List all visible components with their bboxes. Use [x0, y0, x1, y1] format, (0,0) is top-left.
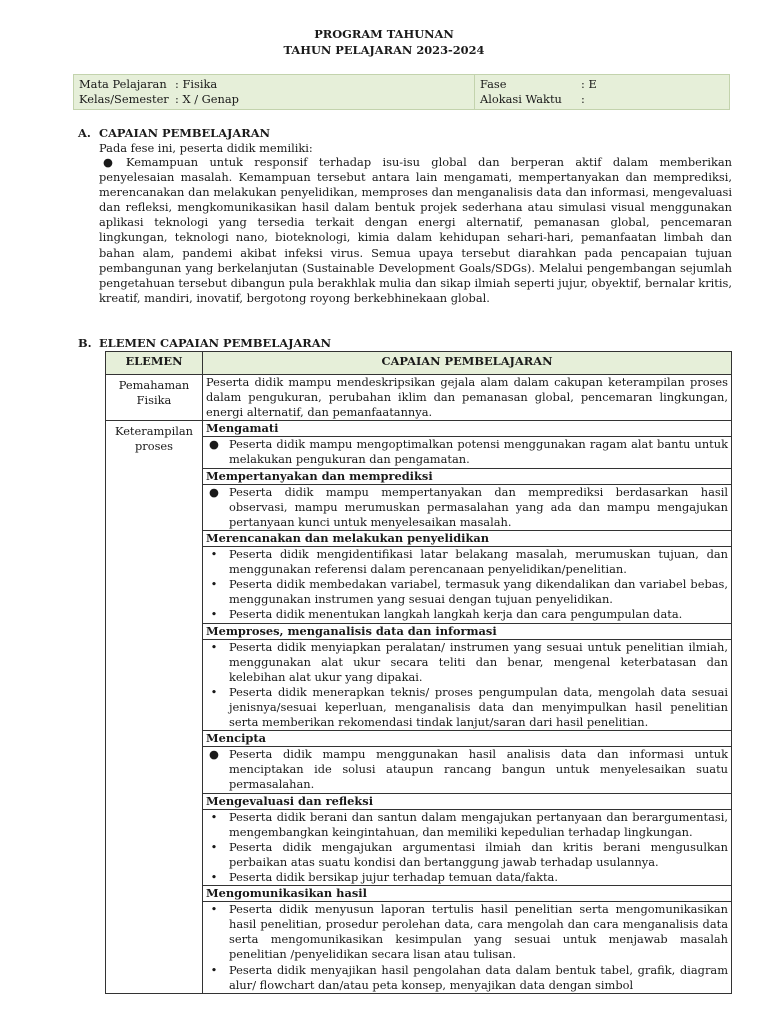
elemen-pemahaman: Pemahaman Fisika — [106, 375, 203, 421]
group-items-cell — [203, 809, 732, 885]
section-b-heading — [78, 336, 331, 351]
list-item-text: Peserta didik menyajikan hasil pengolahan data dalam bentuk tabel, grafik, diagram alur/ flowchart dan/atau peta konsep, menyajikan data dengan simbol — [229, 962, 728, 992]
list-item — [206, 607, 728, 622]
bullet-icon: • — [210, 639, 218, 654]
group-title: Mengamati — [203, 421, 732, 437]
bullet-icon: • — [210, 684, 218, 699]
list-item — [206, 485, 728, 530]
list-item — [206, 437, 728, 467]
group-title-row — [106, 421, 732, 437]
bullet-list — [206, 547, 728, 622]
group-items-cell — [203, 484, 732, 530]
bullet-icon: • — [210, 547, 218, 562]
table-row — [106, 375, 732, 421]
header-elemen: ELEMEN — [106, 352, 203, 375]
bullet-icon: • — [210, 607, 218, 622]
bullet-list — [206, 810, 728, 885]
group-title: Mengomunikasikan hasil — [203, 886, 732, 902]
bullet-icon: ● — [209, 437, 219, 452]
group-items-cell — [203, 747, 732, 793]
list-item-text: Peserta didik mengidentifikasi latar belakang masalah, merumuskan tujuan, dan menggunakan referensi dalam perencanaan penyelidikan/penelitian. — [229, 547, 728, 577]
bullet-icon: ● — [209, 747, 219, 762]
list-item-text: Peserta didik menyusun laporan tertulis hasil penelitian serta mengomunikasikan hasil penelitian, prosedur perolehan data, cara mengolah dan cara menganalisis data serta mengomunikasikan kesimpulan yang sesuai untuk menjawab masalah penelitian /penyelidikan secara lisan atau tulisan. — [229, 902, 728, 962]
list-item-text: Peserta didik bersikap jujur terhadap temuan data/fakta. — [229, 870, 558, 884]
bullet-icon: • — [210, 870, 218, 884]
kelas-label: Kelas/Semester — [79, 92, 169, 106]
bullet-list — [206, 485, 728, 530]
bullet-icon: • — [210, 577, 218, 592]
elemen-keterampilan: Keterampilan proses — [106, 421, 203, 994]
list-item-text: Peserta didik menyiapkan peralatan/ instrumen yang sesuai untuk penelitian ilmiah, menggunakan alat ukur secara teliti dan benar, mengenal keterbatasan dan kelebihan alat ukur yang dipakai. — [229, 639, 728, 684]
list-item-text: Peserta didik mampu mengoptimalkan potensi menggunakan ragam alat bantu untuk melakukan pengukuran dan pengamatan. — [229, 437, 728, 467]
list-item — [206, 547, 728, 577]
list-item-text: Peserta didik mampu mempertanyakan dan memprediksi berdasarkan hasil observasi, mampu merumuskan permasalahan yang ada dan mampu mengajukan pertanyaan kunci untuk menyelesaikan masalah. — [229, 484, 728, 529]
list-item-text: Peserta didik mengajukan argumentasi ilmiah dan kritis berani mengusulkan perbaikan atas suatu kondisi dan bertanggung jawab terhadap usulannya. — [229, 839, 728, 869]
group-items-cell — [203, 547, 732, 623]
bullet-icon: ● — [209, 484, 219, 499]
list-item — [206, 640, 728, 685]
list-item — [206, 747, 728, 792]
section-a-heading — [78, 126, 270, 141]
table-header-row — [106, 352, 732, 375]
section-a-number: A. — [78, 126, 91, 140]
group-title: Mencipta — [203, 731, 732, 747]
fase-label: Fase — [480, 77, 507, 91]
section-b-title: ELEMEN CAPAIAN PEMBELAJARAN — [99, 336, 332, 350]
section-a-intro: Pada fese ini, peserta didik memiliki: — [99, 141, 313, 155]
kelas-value: : X / Genap — [175, 92, 239, 106]
bullet-list — [206, 640, 728, 731]
group-title: Merencanakan dan melakukan penyelidikan — [203, 530, 732, 546]
section-a-bullet — [99, 155, 732, 306]
bullet-icon: • — [210, 902, 218, 917]
list-item — [206, 963, 728, 993]
bullet-list — [206, 902, 728, 993]
list-item-text: Peserta didik berani dan santun dalam mengajukan pertanyaan dan berargumentasi, mengembangkan keingintahuan, dan memiliki kepedulian terhadap lingkungan. — [229, 809, 728, 839]
clipped-content — [206, 902, 728, 993]
fase-value: : E — [581, 77, 597, 91]
mapel-label: Mata Pelajaran — [79, 77, 167, 91]
group-title: Memproses, menganalisis data dan informasi — [203, 623, 732, 639]
capaian-table — [105, 351, 732, 994]
section-b-number: B. — [78, 336, 92, 350]
list-item — [206, 840, 728, 870]
bullet-list — [206, 747, 728, 792]
info-right-cell — [475, 75, 730, 110]
section-a-title: CAPAIAN PEMBELAJARAN — [99, 126, 270, 140]
bullet-icon: ● — [103, 155, 113, 169]
info-table — [73, 74, 730, 110]
info-left-cell — [74, 75, 475, 110]
alokasi-value: : — [581, 92, 585, 106]
list-item — [206, 902, 728, 962]
group-items-cell — [203, 639, 732, 731]
bullet-icon: • — [210, 809, 218, 824]
section-a-paragraph: Kemampuan untuk responsif terhadap isu-isu global dan berperan aktif dalam memberikan penyelesaian masalah. Kemampuan tersebut antara lain mengamati, mempertanyakan dan memprediksi, merencanakan dan melakukan penyelidikan, memproses dan menganalisis data dan informasi, mengevaluasi dan refleksi, mengkomunikasikan hasil dalam bentuk projek sederhana atau simulasi visual menggunakan aplikasi teknologi yang tersedia terkait dengan energi alternatif, pemanasan global, pencemaran lingkungan, teknologi nano, bioteknologi, kimia dalam kehidupan sehari-hari, pemanfaatan limbah dan bahan alam, pandemi akibat infeksi virus. Semua upaya tersebut diarahkan pada pencapaian tujuan pembangunan yang berkelanjutan (Sustainable Development Goals/SDGs). Melalui pengembangan sejumlah pengetahuan tersebut dibangun pula berakhlak mulia dan sikap ilmiah seperti jujur, obyektif, bernalar kritis, kreatif, mandiri, inovatif, bergotong royong berkebhinekaan global. — [99, 155, 732, 305]
list-item — [206, 870, 728, 885]
header-capaian: CAPAIAN PEMBELAJARAN — [203, 352, 732, 375]
mapel-value: : Fisika — [175, 77, 218, 91]
bullet-icon: • — [210, 839, 218, 854]
alokasi-label: Alokasi Waktu — [480, 92, 562, 106]
group-title: Mempertanyakan dan memprediksi — [203, 468, 732, 484]
group-items-cell — [203, 437, 732, 468]
bullet-icon: • — [210, 962, 218, 977]
document-title: PROGRAM TAHUNAN — [314, 27, 454, 41]
list-item — [206, 810, 728, 840]
keterampilan-body — [106, 421, 732, 994]
list-item-text: Peserta didik mampu menggunakan hasil analisis data dan informasi untuk menciptakan ide solusi ataupun rancang bangun untuk menyelesaikan suatu permasalahan. — [229, 747, 728, 792]
list-item — [206, 577, 728, 607]
group-items-cell — [203, 902, 732, 994]
list-item-text: Peserta didik menentukan langkah langkah kerja dan cara pengumpulan data. — [229, 607, 683, 622]
list-item-text: Peserta didik menerapkan teknis/ proses pengumpulan data, mengolah data sesuai jenisnya/sesuai keperluan, menganalisis data dan menyimpulkan hasil penelitian serta memberikan rekomendasi tindak lanjut/saran dari hasil penelitian. — [229, 684, 728, 730]
list-item-text: Peserta didik membedakan variabel, termasuk yang dikendalikan dan variabel bebas, menggunakan instrumen yang sesuai dengan tujuan penyelidikan. — [229, 577, 728, 607]
group-title: Mengevaluasi dan refleksi — [203, 793, 732, 809]
list-item — [206, 685, 728, 730]
pemahaman-description: Peserta didik mampu mendeskripsikan gejala alam dalam cakupan keterampilan proses dalam pengukuran, perubahan iklim dan pemanasan global, pencemaran lingkungan, energi alternatif, dan pemanfaatannya. — [203, 375, 732, 421]
bullet-list — [206, 437, 728, 467]
document-subtitle: TAHUN PELAJARAN 2023-2024 — [283, 43, 485, 57]
